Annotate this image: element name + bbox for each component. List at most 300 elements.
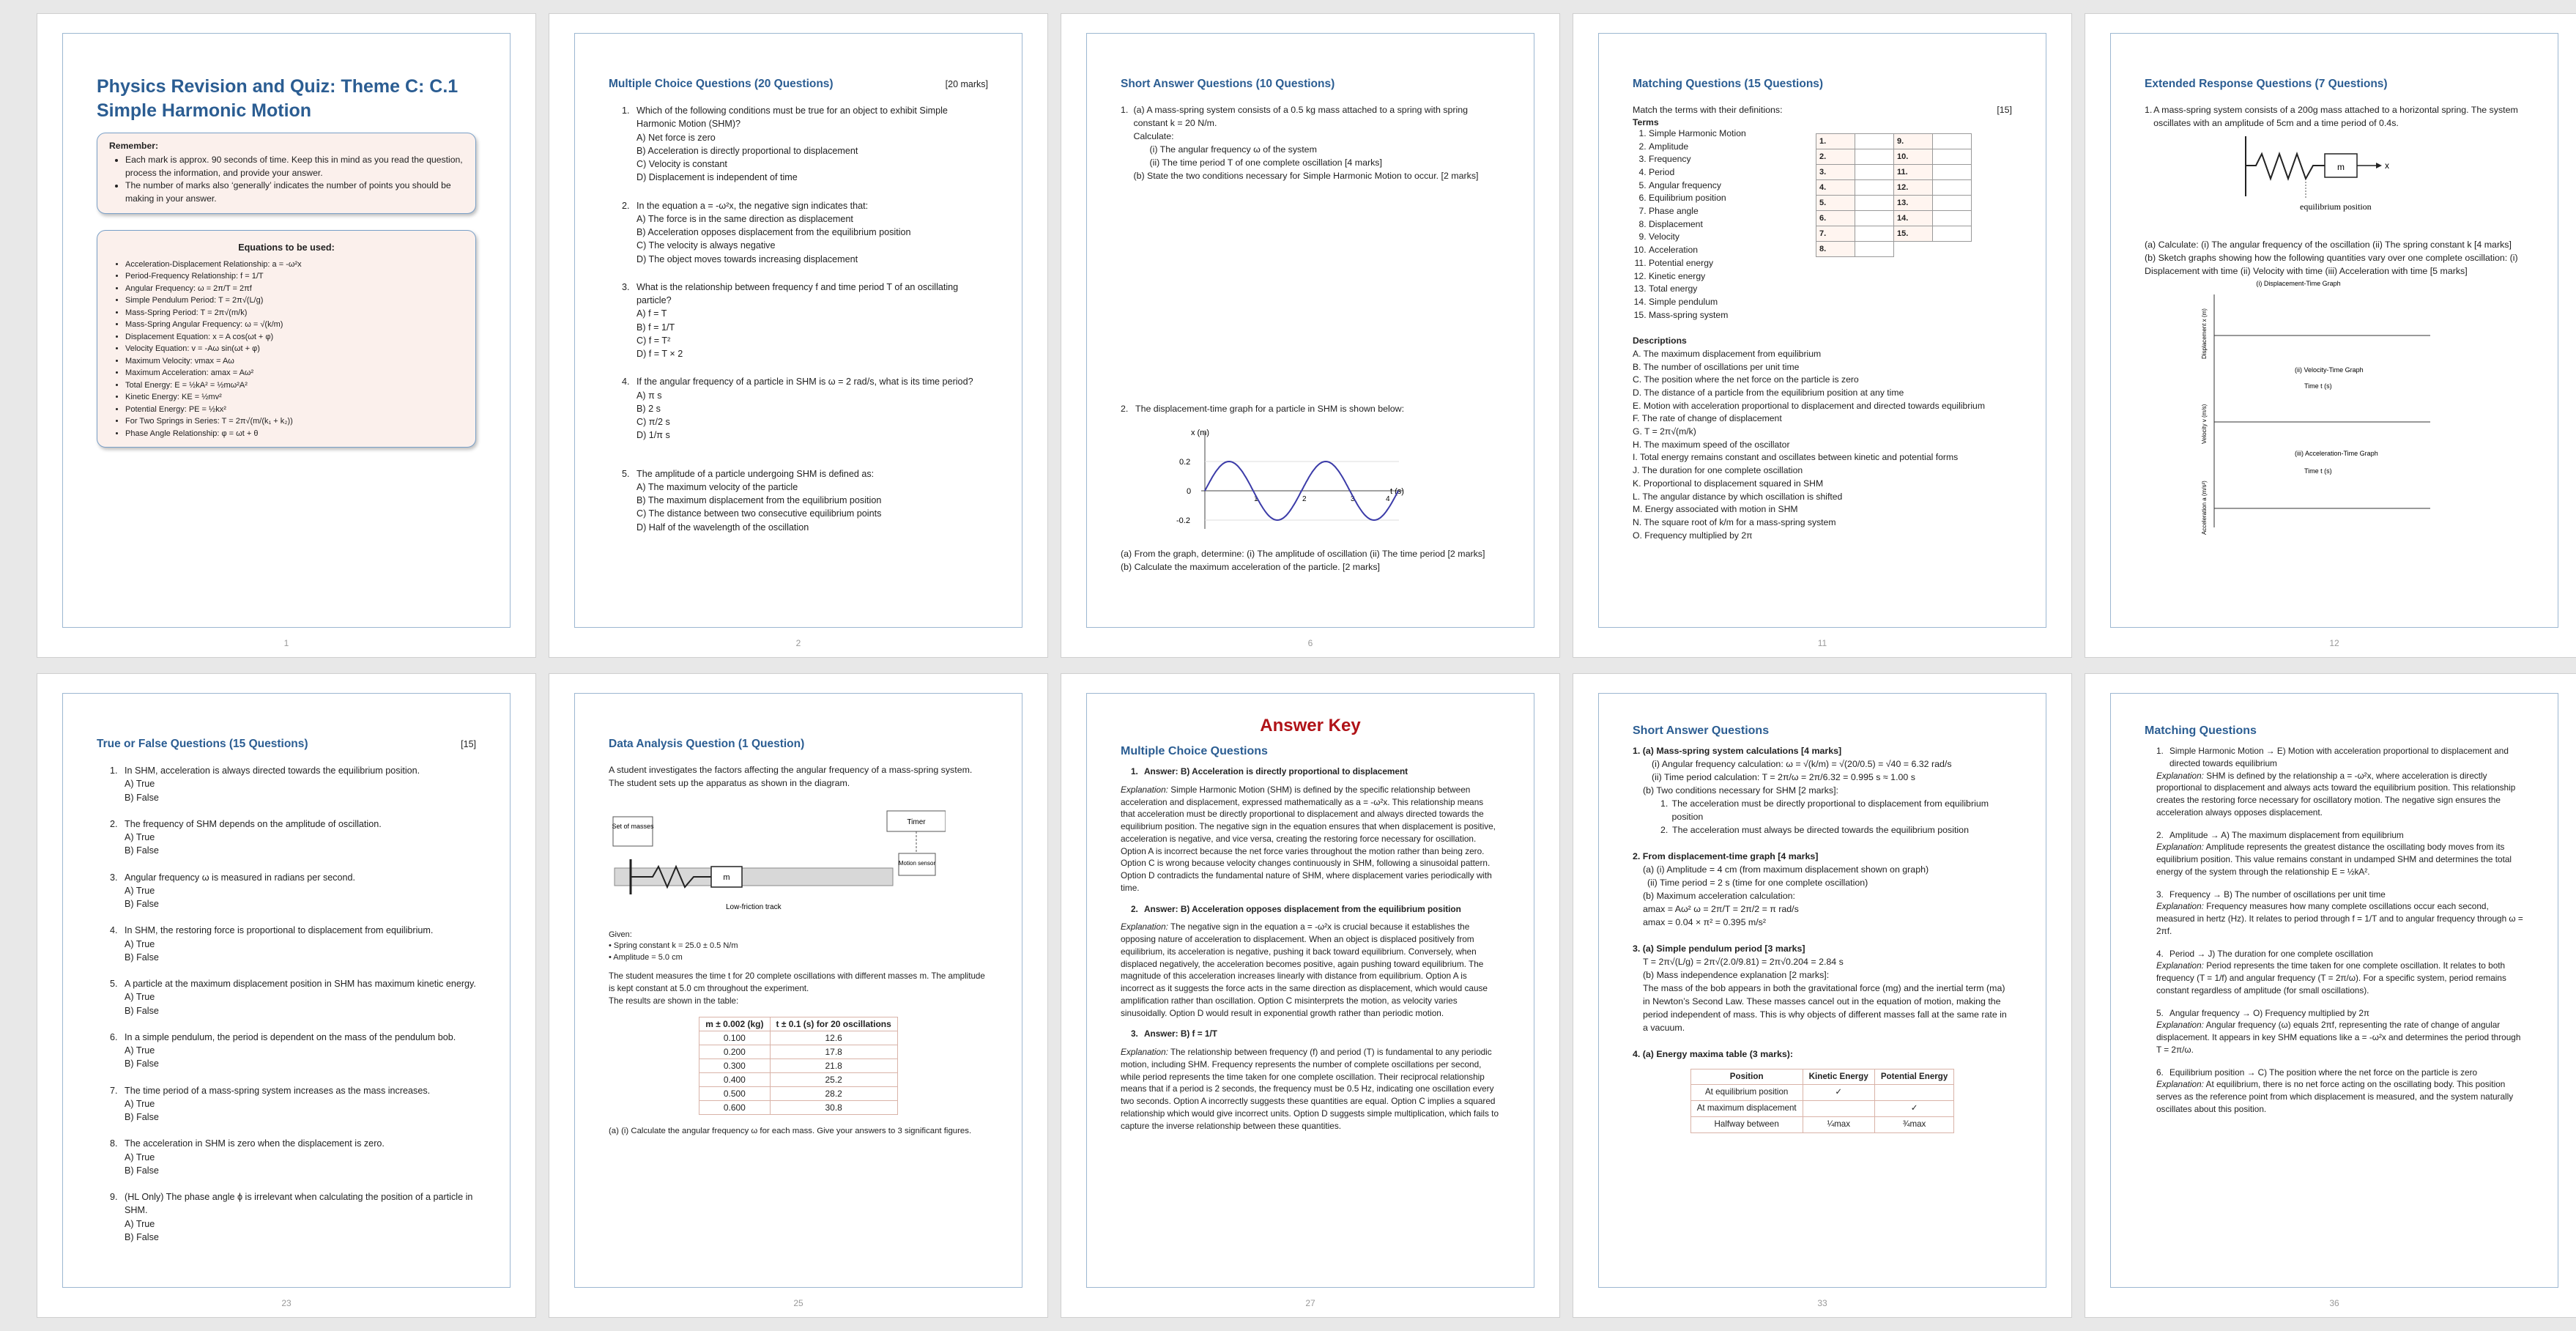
term-item: 1. Simple Harmonic Motion (1649, 127, 2012, 141)
term-item: 9. Velocity (1649, 231, 2012, 244)
equation-item: • For Two Springs in Series: T = 2π√(m/(k₁ + k₂)) (125, 415, 464, 428)
section-title: Multiple Choice Questions (20 Questions) (609, 78, 834, 90)
page-thumbnail[interactable] (1061, 13, 1560, 658)
question-1: 1. A mass-spring system consists of a 200g mass attached to a horizontal spring. The system oscillates with an amplitude of 5cm and a time period of 0.4s. (2145, 104, 2524, 130)
answer-option: D) 1/π s (636, 430, 670, 441)
question-number: 4. (622, 377, 630, 388)
marks-label: [20 marks] (945, 79, 988, 89)
question-list (609, 104, 988, 534)
answer-option: B) False (125, 845, 159, 856)
answer-cell[interactable] (1855, 226, 1894, 241)
table-cell: 0.200 (699, 1045, 770, 1059)
explanation-text: The negative sign in the equation a = -ω²x is crucial because it establishes the opposing nature of acceleration to displacement. When an object is displaced positively from equilibrium, its acceleration is negative, pushing it back toward equilibrium. Conversely, when displaced negatively, the acceleration becomes positive, again pushing toward equilibrium. The magnitude of this acceleration increases linearly with distance from equilibrium. Option A is incorrect as it suggests the force acts in the same direction as displacement, which would cause amplification rather than oscillation. Option C misinterprets the motion, as velocity varies sinusoidally. Option D would result in exponential growth rather than periodic motion. (1121, 922, 1488, 1018)
answer-option: B) False (125, 1112, 159, 1122)
page-thumbnail[interactable] (37, 13, 536, 658)
y-tick-label: 0 (1187, 486, 1192, 496)
svg-text:Low-friction track: Low-friction track (726, 902, 782, 911)
table-row (1690, 1085, 1954, 1101)
svg-text:Timer: Timer (907, 817, 926, 826)
section-title: Matching Questions (15 Questions) (1633, 78, 1824, 90)
answer-cell[interactable] (1933, 210, 1972, 226)
table-cell: Halfway between (1690, 1117, 1803, 1133)
question-text: The amplitude of a particle undergoing SHM is defined as: (636, 468, 875, 479)
answer-option: A) The maximum velocity of the particle (636, 481, 798, 492)
answer-cell[interactable] (1855, 133, 1894, 149)
page-frame (2110, 693, 2558, 1288)
question-item (622, 104, 988, 185)
given-title: Given: (609, 930, 632, 939)
answer-item: 5. Angular frequency → O) Frequency multiplied by 2π Explanation: Angular frequency (ω) equals 2πf, representing the rate of change of angular displacement. It appears in key SHM equations like a = -ω²x and determines the period through T = 2π/ω. (2156, 1007, 2521, 1055)
spring-icon (2246, 154, 2325, 179)
page-thumbnail[interactable] (2085, 673, 2576, 1318)
marks-label: [15] (461, 739, 476, 749)
page-number: 23 (281, 1298, 292, 1308)
page-thumbnail[interactable] (1061, 673, 1560, 1318)
answer-option: B) f = 1/T (636, 322, 675, 333)
table-cell (1874, 1085, 1953, 1101)
answer-item: 6. Equilibrium position → C) The position where the net force on the particle is zero Explanation: At equilibrium, there is no net force acting on the oscillating body. This position serves as the reference point from which displacement is measured, and the system naturally oscillates about this position. (2156, 1067, 2514, 1114)
svg-text:m: m (723, 872, 730, 882)
remember-title: Remember: (109, 141, 159, 151)
answer-item: 3. Answer: B) f = 1/T Explanation: The relationship between frequency (f) and period (T) is fundamental to any periodic motion, including SHM. Frequency represents the number of complete oscillations per second, while period represents the time taken for one complete oscillation. Their reciprocal relationship means that if a period is 2 seconds, the frequency must be 0.5 Hz, indicating one oscillation every two seconds. Option A incorrectly suggests these quantities are equal. Option C implies a squared relationship which would give incorrect units. Option D suggests simple multiplication, which fails to capture the inverse relationship between these quantities. (1121, 1028, 1499, 1131)
x-tick-label: 2 (1302, 494, 1307, 503)
equation-item: • Acceleration-Displacement Relationship: a = -ω²x (125, 259, 464, 271)
term-item: 6. Equilibrium position (1649, 192, 2012, 205)
answer-cell[interactable] (1855, 179, 1894, 195)
equation-item: • Mass-Spring Angular Frequency: ω = √(k/m) (125, 319, 464, 331)
section-title: Short Answer Questions (1633, 724, 1770, 737)
explanation-text: At equilibrium, there is no net force acting on the oscillating body. This position serves as the reference point from which displacement is measured, and the system naturally oscillates about this position. (2156, 1079, 2514, 1114)
equation-item: • Period-Frequency Relationship: f = 1/T (125, 270, 464, 283)
explanation-label: Explanation: (2156, 960, 2204, 971)
answer-option: B) False (125, 952, 159, 963)
question-text: In a simple pendulum, the period is dependent on the mass of the pendulum bob. (125, 1031, 456, 1042)
table-row (1690, 1101, 1954, 1117)
answer-cell[interactable] (1933, 164, 1972, 179)
remember-item: • Each mark is approx. 90 seconds of time. Keep this in mind as you read the question, process the information, and provide your answer. (125, 154, 464, 179)
explanation-text: The relationship between frequency (f) and period (T) is fundamental to any periodic motion, including SHM. Frequency represents the number of complete oscillations per second, while period represents the time taken for one complete oscillation. Their reciprocal relationship means that if a period is 2 seconds, the frequency must be 0.5 Hz, indicating one oscillation every two seconds. Option A incorrectly suggests these quantities are equal. Option C implies a squared relationship which would give incorrect units. Option D suggests simple multiplication, which fails to capture the inverse relationship between these quantities. (1121, 1047, 1499, 1131)
term-item: 4. Period (1649, 166, 2012, 179)
explanation-label: Explanation: (2156, 842, 2204, 853)
explanation-label: Explanation: (1121, 1047, 1168, 1057)
question-parts (2145, 239, 2524, 278)
answer-label: Period → J) The duration for one complete oscillation (2169, 948, 2373, 959)
page-number: 27 (1305, 1298, 1315, 1308)
answer-cell[interactable] (1855, 195, 1894, 210)
table-row (699, 1100, 898, 1114)
question-item (110, 764, 476, 804)
page-number: 11 (1817, 638, 1827, 648)
given-item: • Spring constant k = 25.0 ± 0.5 N/m (609, 941, 738, 951)
question-text: A particle at the maximum displacement position in SHM has maximum kinetic energy. (125, 979, 476, 989)
question-item (110, 977, 476, 1017)
question-item (110, 817, 476, 858)
given-item: • Amplitude = 5.0 cm (609, 952, 683, 962)
equation-item: • Velocity Equation: v = -Aω sin(ωt + φ) (125, 343, 464, 355)
table-cell: 0.500 (699, 1086, 770, 1100)
question-text: The displacement-time graph for a particle in SHM is shown below: (1135, 403, 1405, 414)
svg-text:m: m (2337, 161, 2345, 172)
spring-mass-diagram (2232, 133, 2423, 214)
answer-option: A) True (125, 1098, 155, 1109)
question-text: In SHM, the restoring force is proportional to displacement from equilibrium. (125, 925, 434, 936)
question-item (110, 1137, 476, 1177)
table-cell: 28.2 (770, 1086, 897, 1100)
question-number: 3. (110, 872, 118, 883)
table-cell: At equilibrium position (1690, 1085, 1803, 1101)
grid-label: 7. (1816, 226, 1855, 241)
question-number: 1. (110, 765, 118, 776)
question-2: 2. The displacement-time graph for a particle in SHM is shown below: (1121, 403, 1500, 416)
answer-option: C) The velocity is always negative (636, 240, 776, 251)
equation-item: • Potential Energy: PE = ½kx² (125, 404, 464, 416)
answer-option: D) Displacement is independent of time (636, 172, 798, 183)
description-item: F. The rate of change of displacement (1633, 413, 1782, 424)
answer-option: A) π s (636, 390, 662, 401)
description-item: I. Total energy remains constant and oscillates between kinetic and potential forms (1633, 452, 1959, 463)
term-item: 7. Phase angle (1649, 205, 2012, 218)
experiment-diagram (609, 795, 946, 927)
grid-label: 15. (1894, 226, 1933, 241)
svg-text:x: x (2385, 160, 2389, 171)
answer-key-title: Answer Key (1260, 716, 1361, 735)
question-number: 2. (622, 200, 630, 211)
answer-option: A) True (125, 779, 155, 790)
answer-option: B) False (125, 1059, 159, 1069)
section-title: True or False Questions (15 Questions) (97, 738, 308, 750)
terms-title: Terms (1633, 116, 1659, 127)
question-part: (a) From the graph, determine: (i) The amplitude of oscillation (ii) The time period [2 marks] (1121, 548, 1485, 559)
answer-option: B) False (125, 1005, 159, 1016)
answer-option: A) True (125, 832, 155, 842)
svg-text:Time t (s): Time t (s) (2304, 467, 2332, 475)
term-item: 12. Kinetic energy (1649, 270, 2012, 283)
page-number: 33 (1817, 1298, 1827, 1308)
answer-option: A) True (125, 1218, 155, 1229)
question-text: (a) (i) Calculate the angular frequency ω for each mass. Give your answers to 3 significant figures. (609, 1126, 972, 1135)
table-cell: 0.400 (699, 1072, 770, 1086)
page-title: Physics Revision and Quiz: Theme C: C.1 Simple Harmonic Motion (97, 76, 459, 121)
remember-box (97, 133, 476, 214)
page-thumbnail[interactable] (1573, 13, 2072, 658)
answer-label: Answer: B) f = 1/T (1144, 1028, 1217, 1039)
answer-option: C) f = T² (636, 335, 671, 346)
equation-item: • Displacement Equation: x = A cos(ωt + φ) (125, 331, 464, 344)
explanation-label: Explanation: (2156, 1079, 2204, 1090)
description-item: L. The angular distance by which oscillation is shifted (1633, 491, 1843, 502)
answer-cell[interactable] (1855, 164, 1894, 179)
svg-text:Displacement x (m): Displacement x (m) (2201, 308, 2208, 359)
page-frame (1086, 693, 1534, 1288)
equation-item: • Kinetic Energy: KE = ½mv² (125, 391, 464, 404)
description-item: M. Energy associated with motion in SHM (1633, 504, 1798, 515)
marks-label: [15] (1997, 105, 2012, 115)
table-row (699, 1045, 898, 1059)
question-number: 1. (622, 105, 630, 116)
blank-graph-axes (2145, 278, 2452, 542)
question-item (110, 924, 476, 964)
answer-item: 1. Answer: B) Acceleration is directly proportional to displacement Explanation: Simple Harmonic Motion (SHM) is defined by the specific relationship between acceleration and displacement, expressed mathematically as a = -ω²x. This relationship means that acceleration must be directly proportional to displacement and always directed towards the equilibrium position. The negative sign in the equation ensures that when displacement is positive, acceleration is negative, and vice versa, creating the restoring force necessary for oscillation. Option A is incorrect because the net force varies throughout the motion rather than being zero. Option C is wrong because velocity changes continuously in SHM, following a sinusoidal pattern. Option D contradicts the fundamental nature of SHM, where displacement varies periodically with time. (1121, 766, 1496, 893)
term-item: 2. Amplitude (1649, 141, 2012, 154)
page-frame (62, 693, 511, 1288)
table-cell: 25.2 (770, 1072, 897, 1086)
answer-item: 1. Simple Harmonic Motion → E) Motion with acceleration proportional to displacement and directed towards equilibrium Explanation: SHM is defined by the relationship a = -ω²x, where acceleration is directly proportional to displacement and always acts toward the equilibrium position. This relationship creates the restoring force necessary for oscillatory motion. The negative sign ensures the acceleration always opposes displacement. (2145, 745, 2524, 819)
answer-cell[interactable] (1855, 149, 1894, 164)
page-frame (574, 33, 1022, 628)
svg-text:Acceleration a (m/s²): Acceleration a (m/s²) (2201, 481, 2208, 535)
answer-1: 1. (a) Mass-spring system calculations [4 marks] (i) Angular frequency calculation: ω = √(k/m) = √(20/0.5) = √40 = 6.32 rad/s (ii) Time period calculation: T = 2π/ω = 2π/6.32 = 0.995 s ≈ 1.00 s (b) Two conditions necessary for SHM [2 marks]: 1. The acceleration must be directly proportional to displacement from equilibrium position 2. The acceleration must always be directed towards the equilibrium position (1633, 746, 1989, 835)
answer-option: C) The distance between two consecutive equilibrium points (636, 508, 882, 519)
question-text: (ii) The time period T of one complete oscillation [4 marks] (1149, 157, 1382, 168)
given-block (609, 930, 988, 963)
question-text: (HL Only) The phase angle ϕ is irrelevant when calculating the position of a particle in SHM. (125, 1192, 473, 1216)
energy-table: Position Kinetic Energy Potential Energy At equilibrium position ✓ At maximum displacement ✓ Halfway between ¼max ¾max (1690, 1069, 1955, 1133)
question-item (110, 1190, 476, 1244)
page-number: 2 (795, 638, 801, 648)
answer-label: Amplitude → A) The maximum displacement from equilibrium (2169, 829, 2404, 840)
answer-option: B) False (125, 1231, 159, 1242)
question-text: The time period of a mass-spring system increases as the mass increases. (125, 1085, 431, 1096)
table-header: t ± 0.1 (s) for 20 oscillations (770, 1017, 897, 1031)
page-thumbnail[interactable] (1573, 673, 2072, 1318)
table-cell: 0.100 (699, 1031, 770, 1045)
data-text: The results are shown in the table: (609, 996, 739, 1006)
answer-option: A) The force is in the same direction as displacement (636, 213, 853, 224)
answer-option: A) True (125, 1045, 155, 1056)
term-item: 5. Angular frequency (1649, 179, 2012, 193)
answer-3: 3. (a) Simple pendulum period [3 marks] T = 2π√(L/g) = 2π√(2.0/9.81) = 2π√0.204 = 2.84 s (b) Mass independence explanation [2 marks]: The mass of the bob appears in both the gravitational force (mg) and the inertial term (ma) in Newton’s Second Law. These masses cancel out in the equation of motion, making the period independent of mass. This is why objects of different masses fall at the same rate in a vacuum. (1633, 943, 2007, 1033)
grid-label: 4. (1816, 179, 1855, 195)
answer-option: B) False (125, 1165, 159, 1176)
grid-label: 1. (1816, 133, 1855, 149)
svg-text:Motion sensor: Motion sensor (898, 859, 936, 867)
answer-option: A) True (125, 885, 155, 896)
descriptions-title: Descriptions (1633, 335, 1687, 346)
term-item: 14. Simple pendulum (1649, 296, 2012, 309)
table-cell: 17.8 (770, 1045, 897, 1059)
svg-text:(ii) Velocity-Time Graph: (ii) Velocity-Time Graph (2295, 366, 2364, 374)
question-text: A mass-spring system consists of a 200g mass attached to a horizontal spring. The system oscillates with an amplitude of 5cm and a time period of 0.4s. (2153, 105, 2518, 128)
answer-label: Equilibrium position → C) The position where the net force on the particle is zero (2169, 1067, 2478, 1078)
answer-option: C) π/2 s (636, 417, 670, 427)
equation-item: • Angular Frequency: ω = 2π/T = 2πf (125, 283, 464, 295)
answer-label: Answer: B) Acceleration opposes displacement from the equilibrium position (1144, 903, 1461, 914)
question-text: The frequency of SHM depends on the amplitude of oscillation. (125, 818, 382, 829)
question-list (97, 764, 476, 1244)
svg-text:Time t (s): Time t (s) (2304, 382, 2332, 390)
description-item: E. Motion with acceleration proportional to displacement and directed towards equilibrium (1633, 400, 1985, 411)
table-cell: ¼max (1803, 1117, 1874, 1133)
page-thumbnail[interactable] (37, 673, 536, 1318)
question-part: (b) Sketch graphs showing how the following quantities vary over one complete oscillation: (i) Displacement with time (ii) Velocity with time (iii) Acceleration with time [5 marks] (2145, 252, 2518, 276)
page-number: 6 (1307, 638, 1313, 648)
page-number: 25 (793, 1298, 803, 1308)
explanation-text: SHM is defined by the relationship a = -ω²x, where acceleration is directly proportional to displacement and always acts toward the equilibrium position. This relationship creates the restoring force necessary for oscillatory motion. The negative sign ensures the acceleration always opposes displacement. (2156, 770, 2516, 817)
table-cell: ✓ (1874, 1101, 1953, 1117)
grid-label: 14. (1894, 210, 1933, 226)
question-number: 5. (110, 979, 118, 989)
question-item (622, 199, 988, 266)
answer-option: A) f = T (636, 308, 667, 319)
question-number: 6. (110, 1031, 118, 1042)
table-header: m ± 0.002 (kg) (699, 1017, 770, 1031)
description-item: N. The square root of k/m for a mass-spring system (1633, 516, 1836, 527)
table-cell: At maximum displacement (1690, 1101, 1803, 1117)
answer-grid (1816, 133, 1972, 257)
table-cell: 0.600 (699, 1100, 770, 1114)
displacement-time-graph (1165, 426, 1406, 536)
question-number: 9. (110, 1192, 118, 1202)
answer-option: D) Half of the wavelength of the oscillation (636, 522, 809, 533)
matching-intro: Match the terms with their definitions: (1633, 105, 1783, 115)
equation-item: • Simple Pendulum Period: T = 2π√(L/g) (125, 294, 464, 307)
description-item: D. The distance of a particle from the equilibrium position at any time (1633, 388, 1904, 398)
question-text: The acceleration in SHM is zero when the displacement is zero. (125, 1138, 385, 1149)
table-cell: 0.300 (699, 1059, 770, 1072)
grid-label: 13. (1894, 195, 1933, 210)
equations-box (97, 230, 476, 448)
table-row (1690, 1117, 1954, 1133)
description-item: H. The maximum speed of the oscillator (1633, 439, 1790, 450)
table-row (699, 1059, 898, 1072)
question-text: (a) A mass-spring system consists of a 0.5 kg mass attached to a spring with spring constant k = 20 N/m. (1133, 105, 1469, 128)
question-text: Angular frequency ω is measured in radians per second. (125, 872, 356, 883)
term-item: 11. Potential energy (1649, 257, 2012, 270)
answer-option: D) The object moves towards increasing displacement (636, 253, 858, 264)
svg-text:(i) Displacement-Time Graph: (i) Displacement-Time Graph (2256, 279, 2341, 287)
answer-cell[interactable] (1933, 226, 1972, 241)
page-thumbnail[interactable] (549, 673, 1048, 1318)
answer-label: Answer: B) Acceleration is directly proportional to displacement (1144, 766, 1408, 776)
equation-item: • Mass-Spring Period: T = 2π√(m/k) (125, 307, 464, 319)
answer-cell[interactable] (1933, 195, 1972, 210)
table-row (699, 1072, 898, 1086)
grid-label: 6. (1816, 210, 1855, 226)
equation-item: • Total Energy: E = ½kA² = ½mω²A² (125, 379, 464, 392)
page-frame (1598, 33, 2046, 628)
results-table (699, 1017, 898, 1115)
answer-option: D) f = T × 2 (636, 349, 683, 359)
question-text: (b) State the two conditions necessary for Simple Harmonic Motion to occur. [2 marks] (1133, 170, 1479, 181)
answer-cell[interactable] (1933, 133, 1972, 149)
table-cell: ¾max (1874, 1117, 1953, 1133)
question-part: (b) Calculate the maximum acceleration of the particle. [2 marks] (1121, 561, 1380, 572)
svg-text:equilibrium position: equilibrium position (2300, 201, 2372, 212)
equation-item: • Maximum Acceleration: amax = Aω² (125, 367, 464, 379)
answer-item: 3. Frequency → B) The number of oscillations per unit time Explanation: Frequency measures how many complete oscillations occur each second, measured in hertz (Hz). It relates to period through f = 1/T and to angular frequency through ω = 2πf. (2156, 889, 2523, 936)
term-item: 8. Displacement (1649, 218, 2012, 231)
question-number: 8. (110, 1138, 118, 1149)
question-number: 3. (622, 281, 630, 292)
explanation-text: Simple Harmonic Motion (SHM) is defined by the specific relationship between acceleration and displacement, expressed mathematically as a = -ω²x. This relationship means that acceleration must be directly proportional to displacement and always directed towards the equilibrium position. The negative sign in the equation ensures that when displacement is positive, acceleration is negative, and vice versa, creating the restoring force necessary for oscillation. Option A is incorrect because the net force varies throughout the motion rather than being zero. Option C is wrong because velocity changes continuously in SHM, following a sinusoidal pattern. Option D contradicts the fundamental nature of SHM, where displacement varies periodically with time. (1121, 784, 1496, 893)
grid-label: 9. (1894, 133, 1933, 149)
answer-label: Simple Harmonic Motion → E) Motion with acceleration proportional to displacement and directed towards equilibrium (2169, 746, 2509, 768)
y-tick-label: 0.2 (1179, 457, 1191, 467)
page-thumbnail[interactable] (549, 13, 1048, 658)
grid-label: 5. (1816, 195, 1855, 210)
answer-option: A) True (125, 938, 155, 949)
answer-label: Frequency → B) The number of oscillations per unit time (2169, 889, 2386, 900)
page-frame (1598, 693, 2046, 1288)
data-intro: A student investigates the factors affecting the angular frequency of a mass-spring system. The student sets up the apparatus as shown in the diagram. (609, 765, 973, 788)
description-item: C. The position where the net force on the particle is zero (1633, 374, 1859, 385)
question-1: 1. (a) A mass-spring system consists of a 0.5 kg mass attached to a spring with spring constant k = 20 N/m. Calculate: (i) The angular frequency ω of the system (ii) The time period T of one complete oscillation [4 marks] (b) State the two conditions necessary for Simple Harmonic Motion to occur. [2 marks] (1121, 104, 1500, 183)
page-number: 1 (283, 638, 289, 648)
question-text: What is the relationship between frequency f and time period T of an oscillating particle? (636, 281, 959, 305)
page-frame (574, 693, 1022, 1288)
description-item: B. The number of oscillations per unit time (1633, 361, 1800, 372)
section-title: Multiple Choice Questions (1121, 745, 1268, 757)
answer-4: 4. (a) Energy maxima table (3 marks): Position Kinetic Energy Potential Energy At equilibrium position ✓ At maximum displacement ✓ Halfway between ¼max ¾max (1633, 1048, 2012, 1133)
table-cell: 21.8 (770, 1059, 897, 1072)
description-item: O. Frequency multiplied by 2π (1633, 530, 1753, 541)
page-frame (1086, 33, 1534, 628)
answer-option: A) True (125, 1152, 155, 1163)
answer-cell[interactable] (1933, 149, 1972, 164)
table-cell: 30.8 (770, 1100, 897, 1114)
term-item: 13. Total energy (1649, 283, 2012, 296)
equation-item: • Maximum Velocity: vmax = Aω (125, 355, 464, 368)
question-part: (a) Calculate: (i) The angular frequency of the oscillation (ii) The spring constant k [4 marks] (2145, 239, 2512, 250)
grid-label: 10. (1894, 149, 1933, 164)
graph-xlabel: t (s) (1390, 486, 1404, 496)
explanation-text: Frequency measures how many complete oscillations occur each second, measured in hertz (Hz). It relates to period through f = 1/T and to angular frequency through ω = 2πf. (2156, 901, 2523, 936)
answer-option: B) Acceleration opposes displacement from the equilibrium position (636, 227, 911, 237)
table-cell: 12.6 (770, 1031, 897, 1045)
question-item (110, 1031, 476, 1071)
explanation-text: Angular frequency (ω) equals 2πf, representing the rate of change of angular displacement. It appears in key SHM equations like a = -ω²x and determines the period through T = 2π/ω. (2156, 1020, 2521, 1055)
grid-label: 12. (1894, 179, 1933, 195)
answer-cell[interactable] (1855, 241, 1894, 256)
answer-item: 4. Period → J) The duration for one complete oscillation Explanation: Period represents the time taken for one complete oscillation. It relates to both frequency (T = 1/f) and angular frequency (T = 2π/ω). For a specific system, period remains constant regardless of amplitude (for small oscillations). (2156, 948, 2506, 996)
remember-item: • The number of marks also ‘generally’ indicates the number of points you should be making in your answer. (125, 179, 464, 205)
page-thumbnail[interactable] (2085, 13, 2576, 658)
question-text: Which of the following conditions must be true for an object to exhibit Simple Harmonic Motion (SHM)? (636, 105, 948, 130)
question-text: In the equation a = -ω²x, the negative sign indicates that: (636, 200, 869, 211)
answer-option: B) False (125, 899, 159, 909)
y-tick-label: -0.2 (1176, 516, 1190, 525)
grid-label: 2. (1816, 149, 1855, 164)
graph-ylabel: x (m) (1191, 428, 1210, 437)
explanation-text: Amplitude represents the greatest distance the oscillating body moves from its equilibrium position. This value remains constant in undamped SHM and determines the total energy of the system through the relationship E = ½kA². (2156, 842, 2512, 877)
grid-label: 3. (1816, 164, 1855, 179)
section-title: Extended Response Questions (7 Questions) (2145, 78, 2388, 90)
equations-list (109, 259, 464, 440)
section-title: Matching Questions (2145, 724, 2257, 737)
svg-text:Velocity v (m/s): Velocity v (m/s) (2201, 404, 2208, 444)
answer-option: C) Velocity is constant (636, 159, 727, 169)
explanation-label: Explanation: (2156, 901, 2204, 912)
question-item (622, 281, 988, 361)
answer-cell[interactable] (1855, 210, 1894, 226)
question-text: In SHM, acceleration is always directed towards the equilibrium position. (125, 765, 420, 776)
answer-option: B) 2 s (636, 403, 661, 414)
answer-cell[interactable] (1933, 179, 1972, 195)
question-text: If the angular frequency of a particle in SHM is ω = 2 rad/s, what is its time period? (636, 377, 973, 388)
answer-option: A) True (125, 992, 155, 1003)
answer-item: 2. Answer: B) Acceleration opposes displacement from the equilibrium position Explanation: The negative sign in the equation a = -ω²x is crucial because it establishes the opposing nature of acceleration to displacement. When an object is displaced positively from equilibrium, its acceleration is negative, pushing it back toward equilibrium. Conversely, when displaced negatively, the acceleration becomes positive, again pushing toward equilibrium. The magnitude of this acceleration increases linearly with distance from equilibrium. Option A is incorrect as it suggests the force acts in the same direction as displacement, which would cause amplification rather than oscillation. Option C misinterprets the motion, as velocity varies sinusoidally. Option D would result in exponential growth rather than periodic motion. (1121, 903, 1488, 1018)
x-tick-label: 4 (1386, 494, 1390, 503)
svg-text:(iii) Acceleration-Time Graph: (iii) Acceleration-Time Graph (2295, 449, 2378, 457)
description-item: K. Proportional to displacement squared in SHM (1633, 478, 1824, 489)
question-item (622, 375, 988, 442)
question-number: 7. (110, 1085, 118, 1096)
section-title: Short Answer Questions (10 Questions) (1121, 78, 1335, 90)
question-text: Calculate: (1133, 130, 1174, 141)
page-number: 12 (2329, 638, 2339, 648)
answer-option: B) Acceleration is directly proportional to displacement (636, 145, 858, 156)
term-item: 15. Mass-spring system (1649, 309, 2012, 322)
